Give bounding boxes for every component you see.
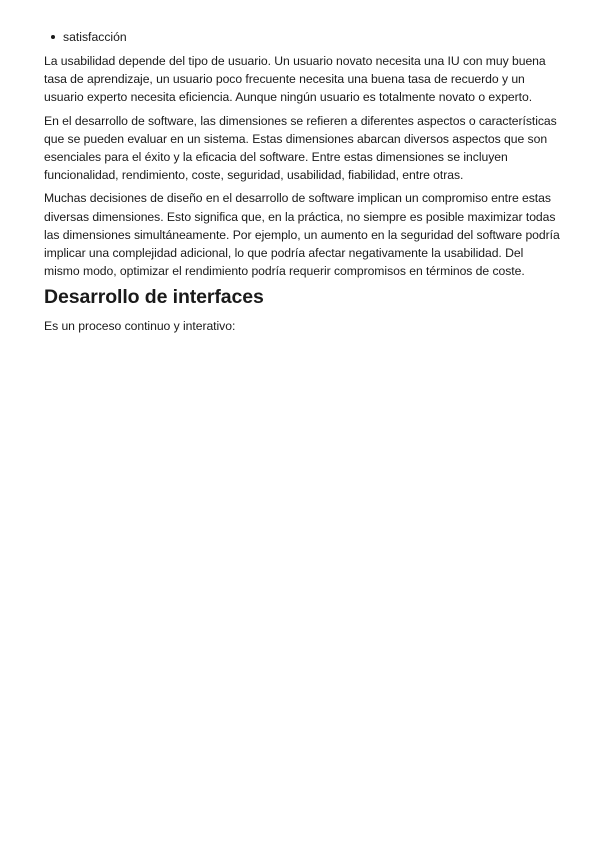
- section-intro: Es un proceso continuo y interativo:: [44, 319, 236, 334]
- list-item: satisfacción: [63, 28, 560, 46]
- paragraph-usabilidad: La usabilidad depende del tipo de usuario. Un usuario novato necesita una IU con muy buena tasa de aprendizaje, un usuario poco frecuente necesita una buena tasa de recuerdo y un usuario experto necesita eficiencia. Aunque ningún usuario es totalmente novato o experto.: [44, 54, 546, 105]
- paragraph-compromiso: Muchas decisiones de diseño en el desarrollo de software implican un compromiso entre estas diversas dimensiones. Esto significa que, en la práctica, no siempre es posible maximizar todas las dimensiones simultáneamente. Por ejemplo, un aumento en la seguridad del software podría implicar una complejidad adicional, lo que podría afectar negativamente la usabilidad. Del mismo modo, optimizar el rendimiento podría requerir compromisos en términos de coste.: [44, 191, 560, 279]
- paragraph-dimensiones: En el desarrollo de software, las dimensiones se refieren a diferentes aspectos o características que se pueden evaluar en un sistema. Estas dimensiones abarcan diversos aspectos que son esenciales para el éxito y la eficacia del software. Entre estas dimensiones se incluyen funcionalidad, rendimiento, coste, seguridad, usabilidad, fiabilidad, entre otras.: [44, 113, 557, 183]
- bullet-list: [44, 28, 560, 46]
- document-page: [44, 28, 560, 341]
- section-heading: Desarrollo de interfaces: [44, 286, 264, 309]
